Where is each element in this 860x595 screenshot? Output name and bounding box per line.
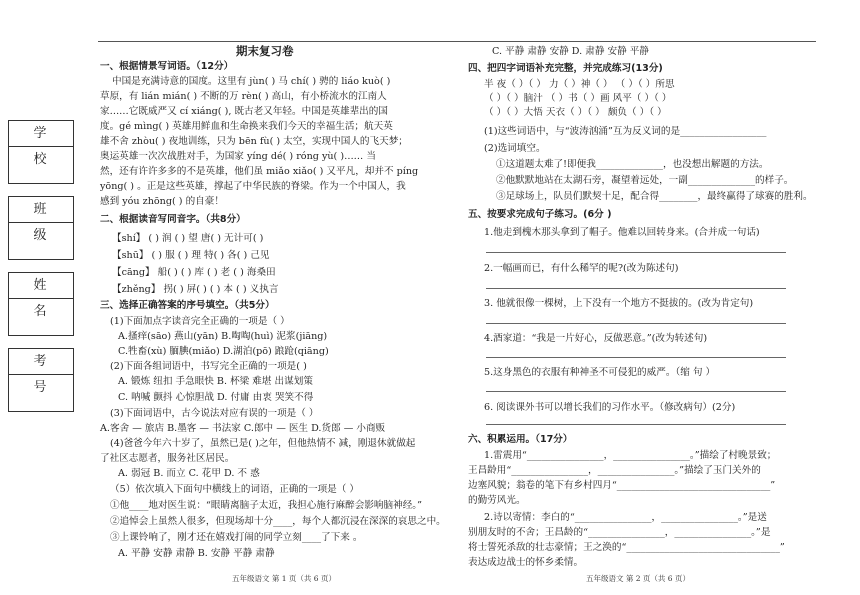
sec4-idiom-row: 半 夜（ ）（ ） 力（ ）神（ ） （ ）（ ）所思 (484, 79, 675, 90)
sec6-line: 表达成边战士的怀乡柔情。 (468, 557, 584, 568)
sec3-options-continued: C. 平静 肃静 安静 D. 肃静 安静 平静 (492, 46, 649, 57)
sec3-line: (4)爸爸今年六十岁了，虽然已是( )之年，但他热情不 减，刚退休就做起 (110, 438, 416, 449)
answer-line[interactable] (486, 323, 786, 324)
sec1-line: 然，还有许许多多的不是英雄，他们虽 miǎo xiǎo( ) 又平凡，却并不 píng (100, 166, 419, 177)
sec6-line: 2.诗以寄情：李白的“________________，________________。”是送 (484, 512, 767, 523)
sec4-question: (1)这些词语中，与“波涛汹涌”互为反义词的是__________________ (484, 126, 767, 137)
sec6-line: 1.雷震用“________________，________________。”描绘了村晚景致； (484, 450, 777, 461)
sec5-heading: 五、按要求完成句子练习。(6分 ) (468, 209, 612, 220)
exam-number-box (8, 348, 74, 412)
answer-line[interactable] (486, 252, 786, 253)
sec4-idiom-row: （ ）（ ）大悟 天衣（ ）（ ） 颇负（ ）（ ） (484, 107, 667, 118)
sec5-question: 1.他走到槐木那头拿到了帽子。他难以回转身来。(合并成一句话) (484, 227, 760, 238)
sec2-line: 【shí】 ( ) 润 ( ) 望 唐( ) 无计可( ) (112, 233, 264, 244)
sec3-line: ②追悼会上虽然人很多，但现场却十分____，每个人都沉浸在深深的哀思之中。 (110, 516, 446, 527)
sec1-line: 家……它既威严又 cí xiáng( ), 既古老又年轻。中国是英雄辈出的国 (100, 106, 388, 117)
sec3-line: A.客舍 — 旅店 B.墨客 — 书法家 C.郎中 — 医生 D.货郎 — 小商贩 (100, 423, 386, 434)
sec3-line: A.搔痒(sāo) 燕山(yān) B.啕啕(huì) 泥浆(jiāng) (118, 331, 328, 342)
sec5-question: 5.这身黑色的衣服有种神圣不可侵犯的威严。（缩 句 ） (484, 367, 716, 378)
answer-line[interactable] (486, 357, 786, 358)
sec6-line: 边塞风貌；翁卷的笔下有乡村四月“________________________________” (468, 480, 776, 491)
answer-line[interactable] (486, 391, 786, 392)
sec1-line: 奥运英雄一次次战胜对手，为国家 yíng dé( ) róng yù( )…… 当 (100, 151, 376, 162)
sec4-fill: ③足球场上，队员们默契十足，配合得________，最终赢得了球赛的胜利。 (496, 191, 813, 202)
sec2-line: 【shū】 ( ) 服 ( ) 理 特( ) 各( ) 己见 (112, 250, 270, 261)
sec3-line: A. 平静 安静 肃静 B. 安静 平静 肃静 (118, 548, 275, 559)
name-label: 姓 名 (9, 273, 73, 299)
answer-line[interactable] (486, 424, 786, 425)
sec6-line: 别朋友时的不舍；王昌龄的“________________，________________。”是 (468, 527, 771, 538)
sec6-line: 将士誓死杀敌的壮志豪情；王之涣的“________________________________” (468, 542, 785, 553)
sec6-heading: 六、积累运用。（17分） (468, 434, 573, 445)
sec4-fill: ②他默默地站在太湖石旁，凝望着远处，一副______________的样子。 (496, 175, 794, 186)
sec1-heading: 一、根据情景写词语。（12分） (100, 61, 234, 72)
sec6-line: 王昌龄用“________________，________________。”描绘了玉门关外的 (468, 465, 761, 476)
sec3-line: (2)下面各组词语中，书写完全正确的一项是( ) (110, 361, 307, 372)
sec5-question: 4.酒家道：“我是一片好心，反做恶意。”(改为转述句) (484, 333, 708, 344)
sec3-line: (1)下面加点字读音完全正确的一项是（ ） (110, 316, 290, 327)
page-footer: 五年级语文 第 1 页（共 6 页） (232, 574, 336, 583)
sec5-question: 6. 阅读课外书可以增长我们的习作水平。（修改病句）(2分) (484, 402, 736, 413)
sec4-heading: 四、把四字词语补充完整，并完成练习(13分) (468, 63, 663, 74)
sec3-line: C. 呐喊 颤抖 心惊胆战 D. 付庸 由衷 哭笑不得 (118, 392, 314, 403)
page-footer: 五年级语文 第 2 页（共 6 页） (586, 574, 690, 583)
top-rule (98, 41, 816, 42)
page-title: 期末复习卷 (236, 44, 294, 58)
sec3-line: A. 锻炼 纽扣 手急眼快 B. 杯梁 难堪 出谋划策 (118, 376, 313, 387)
sec1-line: 感到 yóu zhōng( ) 的自豪！ (100, 196, 224, 207)
class-box (8, 196, 74, 260)
sec4-question: (2)选词填空。 (484, 143, 546, 154)
sec1-line: 中国是充满诗意的国度。这里有 jùn( ) 马 chí( ) 骋的 liáo kuò( ) (112, 76, 391, 87)
sec3-heading: 三、选择正确答案的序号填空。（共5分） (100, 300, 275, 311)
answer-line[interactable] (486, 288, 786, 289)
sec6-line: 的勤劳风光。 (468, 495, 526, 506)
school-box (8, 120, 74, 184)
sec3-line: 了社区志愿者，服务社区居民。 (100, 453, 235, 464)
sec5-question: 3. 他就很像一棵树，上下没有一个地方不挺拔的。(改为肯定句) (484, 298, 754, 309)
sec2-line: 【cāng】 船( ) ( ) 库 ( ) 老 ( ) 海桑田 (112, 267, 276, 278)
sec3-line: (3)下面词语中，古今说法对应有误的一项是（ ） (110, 408, 319, 419)
sec1-line: yōng( ) 。正是这些英雄，撑起了中华民族的脊梁。作为一个中国人，我 (100, 181, 406, 192)
sec2-heading: 二、根据读音写同音字。（共8分） (100, 214, 246, 225)
sec1-line: 草原，有 lián mián( ) 不断的万 rèn( ) 高山，有小桥流水的江南人 (100, 91, 387, 102)
sec3-line: ③上课铃响了，刚才还在嬉戏打闹的同学立刻____了下来 。 (110, 532, 363, 543)
sec4-fill: ①这道题太难了!即便我______________，也没想出解题的方法。 (496, 159, 769, 170)
class-label: 班 级 (9, 197, 73, 223)
exam-number-label: 考 号 (9, 349, 73, 375)
sec5-question: 2.一幅画而已，有什么稀罕的呢?(改为陈述句) (484, 263, 679, 274)
school-label: 学 校 (9, 121, 73, 147)
sec3-line: ①他____地对医生说：“眼睛离脑子太近，我担心施行麻醉会影响脑神经。” (110, 500, 423, 511)
sec2-line: 【zhěng】 拐( ) 屏( ) ( ) 本 ( ) 义执言 (112, 284, 279, 295)
sec3-line: C.牲畜(xù) 腼腆(miǎo) D.湖泊(pō) 踉跄(qiāng) (118, 346, 329, 357)
sec4-idiom-row: （ ）（ ）脑汁 （ ）书（ ）画 风平（ ）（ ） (484, 93, 672, 104)
sec3-line: A. 弱冠 B. 而立 C. 花甲 D. 不 惑 (118, 468, 260, 479)
name-box (8, 272, 74, 336)
sec3-line: （5）依次填入下面句中横线上的词语，正确的一项是（ ） (110, 484, 359, 495)
sec1-line: 度。gé mìng( ) 英雄用鲜血和生命换来我们今天的幸福生活；航天英 (100, 121, 393, 132)
sec1-line: 雄不舍 zhòu( ) 夜地训练，只为 bēn fù( ) 太空，实现中国人的飞天梦； (100, 136, 408, 147)
